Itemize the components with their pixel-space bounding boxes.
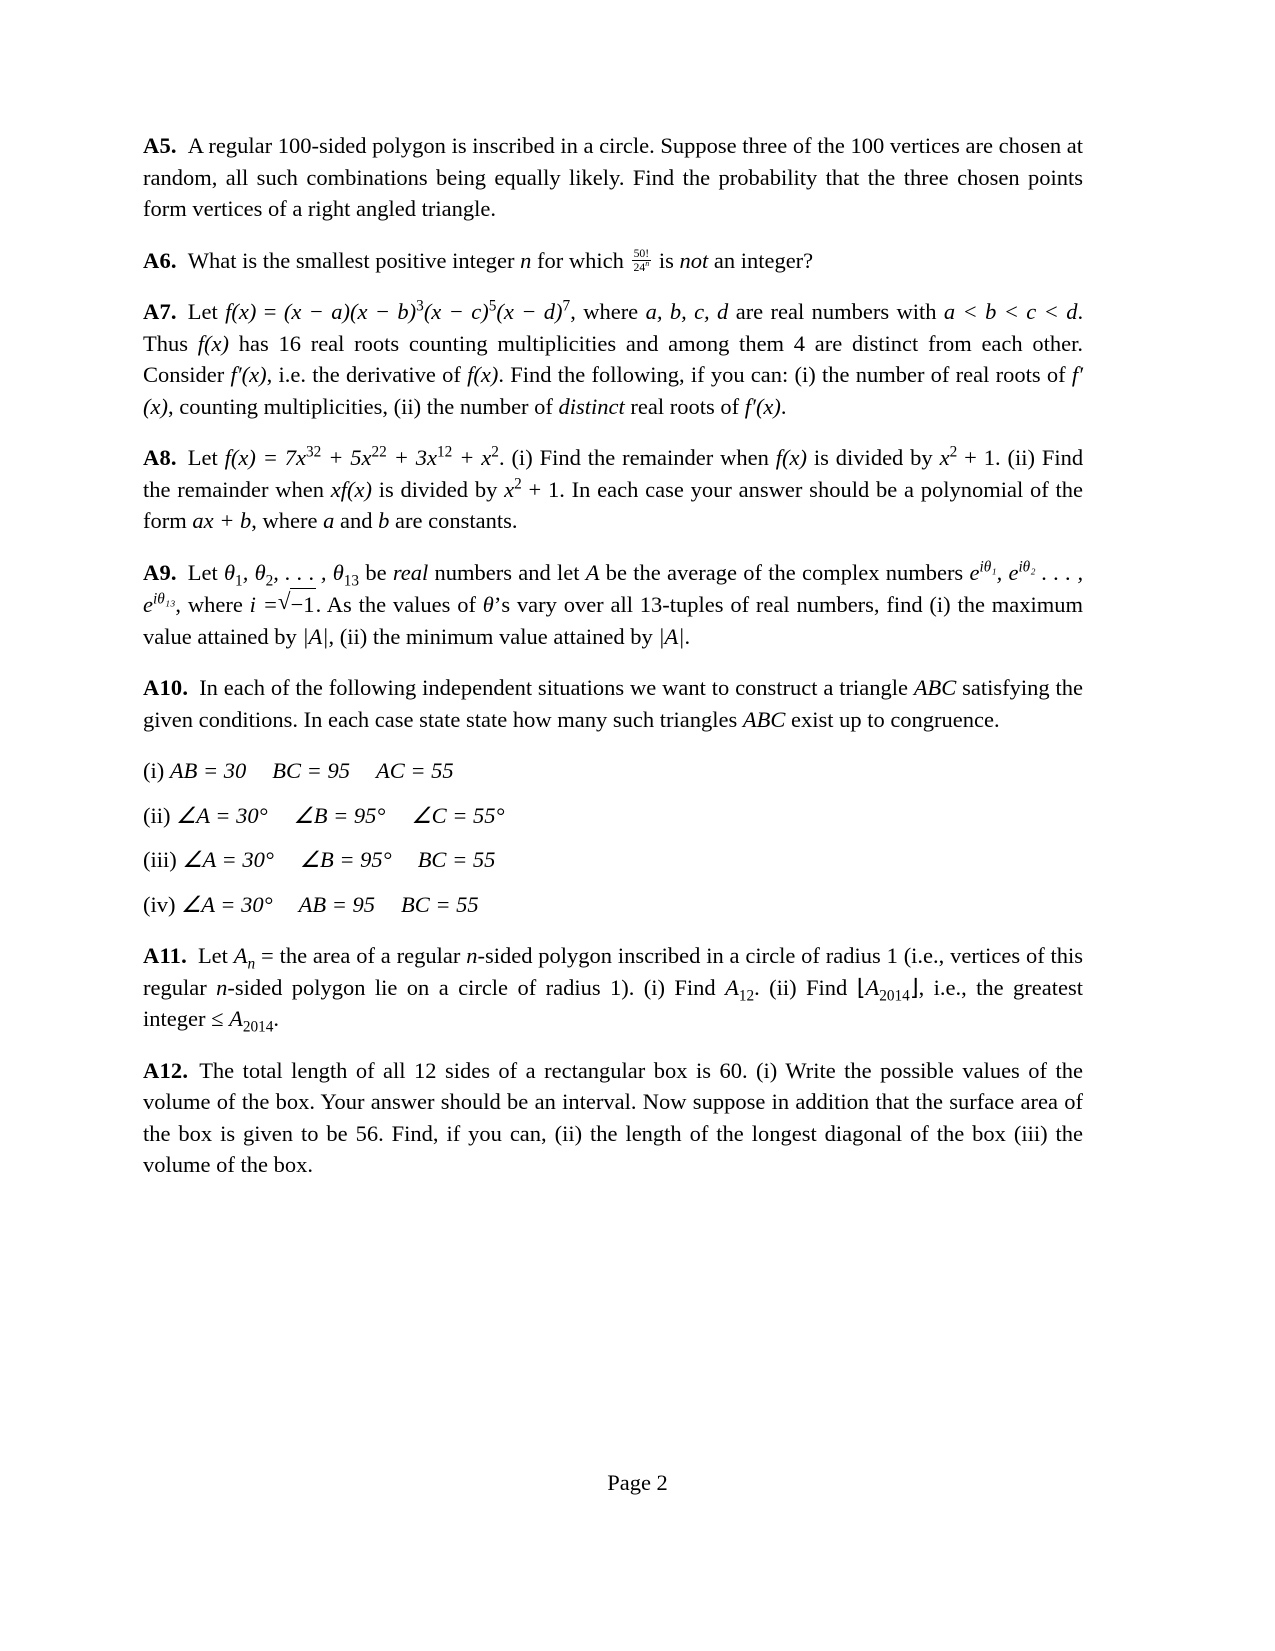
problem-A11-part3: -sided polygon inscribed in a circle of radius 1 (i.e., vertices of this regular [143,943,1084,1000]
problem-A10 [143,672,1083,735]
problem-A9-part8: , (ii) the minimum value attained by [328,623,653,649]
problem-A11-part5: . (ii) Find [754,974,848,1000]
problem-A11-An: A [233,943,248,968]
problem-A7-abcd: a, b, c, d [645,299,729,324]
problem-A10-part3: exist up to congruence. [790,706,1000,732]
problem-label-A12: A12. [143,1057,189,1083]
problem-label-A5: A5. [143,133,177,158]
problem-A6-part1: What is the smallest positive integer [187,247,515,273]
problem-A11-A2014b: A [229,1006,243,1031]
fraction-denominator [632,260,652,274]
item-i-part-3: AC = 55 [375,758,454,783]
item-iii-part-1: ∠A = 30° [182,847,274,872]
problem-A8-a: a [323,508,335,533]
problem-A9-sub1: 1 [235,572,243,589]
problem-A10-item-iv [143,889,1083,921]
problem-A9 [143,557,1083,653]
problem-A8-x2b-base: x [504,476,515,502]
problem-A8-part5: is divided by [378,476,498,502]
item-ii-part-2: ∠B = 95° [293,802,386,828]
problem-A11-A2014-sub: 2014 [879,987,910,1004]
problem-A7-part5: has 16 real roots counting multiplicities and among them 4 are distinct from each other. Consider [143,330,1084,387]
problem-A7-expr1: (x − a)(x − b) [283,299,417,324]
problem-A9-e2: , e [996,559,1019,585]
problem-A8-x2-exp: 2 [949,443,958,461]
item-ii-part-1: ∠A = 30° [176,802,268,828]
problem-A7 [143,296,1083,422]
problem-A8-e2: 2 [491,443,499,461]
problem-A11-A2014b-sub: 2014 [242,1018,274,1036]
problem-A7-part3: are real numbers with [735,299,937,324]
problem-A7-part8: , counting multiplicities, (ii) the number of [167,393,553,419]
problem-A7-part10: . [780,393,787,419]
problem-A8-fx2: f(x) [775,445,808,470]
problem-A5 [143,130,1083,225]
problem-text-A12: The total length of all 12 sides of a rectangular box is 60. (i) Write the possible values of the volume of the box. Your answer should be an interval. Now suppose in addition that the surface area of the box is given to be 56. Find, if you can, (ii) the length of the longest diagonal of the box (iii) the volume of the box. [143,1057,1083,1177]
item-iv-part-1: ∠A = 30° [181,891,273,917]
item-iv-part-2: AB = 95 [298,891,375,917]
problem-A11-A2014: A [865,974,880,1000]
problem-A7-part9: real roots of [630,393,740,419]
problem-A9-theta2: , θ [242,559,266,585]
problem-A9-part4: be the average of the complex numbers [605,559,964,585]
problem-A11-floor-close: ⌋ [909,974,919,1000]
problem-A7-eq: = [263,299,277,324]
problem-A9-part7: ’s vary over all 13-tuples of real numbers, find (i) the maximum value attained by [143,592,1084,649]
problem-A6 [143,245,1083,277]
problem-A10-item-i [143,755,1083,787]
problem-A11-part1: Let [197,943,228,968]
problem-A7-exp7: 7 [562,297,571,315]
problem-A9-sub13: 13 [343,572,360,589]
problem-A6-part2: for which [537,247,624,273]
problem-A9-theta1: θ [223,559,236,585]
problem-A8-and: and [340,508,373,533]
fraction-numerator: 50! [633,247,650,261]
fraction-denominator-exponent: n [645,259,650,269]
problem-A10-part1: In each of the following independent situations we want to construct a triangle [199,675,908,700]
problem-A8-part3: is divided by [813,445,933,470]
item-iv-part-3: BC = 55 [401,891,479,917]
problem-A9-absA1: |A| [302,623,329,649]
problem-A11-An-sub: n [247,955,256,973]
problem-A9-real: real [392,559,429,585]
problem-A8-e32: 32 [306,443,322,461]
problem-A9-sqrt-content: −1 [290,588,316,621]
problem-A9-part5: , where [175,592,243,617]
problem-A10-part2: satisfying the given conditions. In each case state state how many such triangles [143,675,1084,732]
problem-A8-x2b-rest: + 1 [528,476,560,502]
item-ii-part-3: ∠C = 55° [411,802,505,828]
item-marker-iv: (iv) [143,891,176,917]
problem-A11-floor-open: ⌊ [856,974,866,1000]
problem-A9-theta-s: θ [482,592,494,617]
problem-A9-part2: be [365,559,387,585]
problem-A9-sqrt [278,588,316,621]
page-footer: Page 2 [607,1470,668,1495]
problem-A9-e3-exp: iθ₁₃ [153,590,176,608]
problem-A7-expr2: (x − c) [423,299,489,324]
problem-label-A6: A6. [143,247,177,273]
item-iii-part-2: ∠B = 95° [299,847,392,872]
problem-A7-part6: , i.e. the derivative of [266,362,461,387]
problem-A8-m2: + 3x [393,445,438,470]
problem-A10-ABC2: ABC [742,706,786,732]
item-i-part-2: BC = 95 [272,758,350,783]
problem-A11-part7: . [273,1006,280,1031]
problem-A11-part2: = the area of a regular [261,943,461,968]
problem-A9-part9: . [684,623,691,649]
problem-A8-m1: + 5x [328,445,372,470]
problem-A7-part4: . Thus [143,299,1084,356]
problem-A8 [143,442,1083,537]
problem-A12 [143,1055,1083,1181]
problem-A9-e2-exp: iθ₂ [1018,558,1036,575]
problem-A8-part8: are constants. [395,508,518,533]
problem-A6-not: not [679,247,709,273]
problem-text-A5: A regular 100-sided polygon is inscribed in a circle. Suppose three of the 100 vertices are chosen at random, all such combinations being equally likely. Find the probability that the three chosen points form vertices of a right angled triangle. [143,133,1083,221]
problem-A11-n1: n [466,943,478,968]
problem-A9-absA2: |A| [658,623,685,649]
problem-A9-e1-exp: iθ₁ [979,558,997,575]
problem-A9-i-eq: i = [249,592,278,617]
problem-A9-part6: . As the values of [315,592,476,617]
problem-label-A8: A8. [143,445,177,470]
problem-A9-A: A [585,559,600,585]
problem-A7-inequality: a < b < c < d [943,299,1078,324]
problem-A9-theta13: , . . . , θ [273,559,344,585]
problem-A9-part3: numbers and let [434,559,580,585]
problem-A7-part2: , where [570,299,639,324]
problem-A8-x2-base: x [939,445,950,470]
problem-A9-sub2: 2 [265,572,274,589]
problem-A8-e12: 12 [437,443,453,461]
item-marker-iii: (iii) [143,847,177,872]
problem-A8-m3: + x [459,445,492,470]
problem-A11 [143,940,1083,1035]
problem-label-A7: A7. [143,299,177,324]
problem-A11-n2: n [216,974,228,1000]
item-iii-part-3: BC = 55 [417,847,496,872]
problem-A7-fx3: f(x) [467,362,499,387]
problem-A7-distinct: distinct [558,393,625,419]
problem-A7-expr3: (x − d) [496,299,563,324]
problem-A9-e3: . . . , e [143,559,1084,617]
problem-A9-e1: e [969,559,980,585]
page-content [143,130,1083,1181]
problem-A8-axb: ax + b [192,508,252,533]
problem-label-A11: A11. [143,943,187,968]
item-marker-ii: (ii) [143,802,171,828]
item-i-part-1: AB = 30 [169,758,247,783]
problem-A7-fprime1: f′(x) [230,362,267,387]
item-marker-i: (i) [143,758,165,783]
problem-A8-part7: , where [251,508,318,533]
problem-A11-part4: -sided polygon lie on a circle of radius 1). (i) Find [227,974,716,1000]
problem-A8-part4: . (ii) Find the remainder when [143,445,1084,502]
problem-A10-ABC1: ABC [913,675,957,700]
problem-A8-fx: f(x) = 7x [224,445,307,470]
problem-A11-A12-sub: 12 [738,987,755,1004]
problem-A8-xfx: xf(x) [330,476,372,502]
problem-A10-item-iii [143,844,1083,876]
problem-A9-part1: Let [187,559,218,585]
problem-A10-item-ii [143,800,1083,832]
problem-A8-e22: 22 [371,443,387,461]
problem-A7-part1: Let [187,299,218,324]
problem-A8-x2b-exp: 2 [514,475,522,492]
problem-A11-part6: , i.e., the greatest integer ≤ [143,974,1083,1031]
problem-A7-fprime2: f′(x) [143,362,1084,419]
problem-A7-exp3: 3 [416,297,424,315]
problem-A6-part4: an integer? [713,247,814,273]
problem-A11-A12: A [725,974,739,1000]
problem-A7-part7: . Find the following, if you can: (i) the number of real roots of [498,362,1066,387]
problem-label-A10: A10. [143,675,189,700]
problem-A6-fraction [632,247,652,274]
problem-A7-exp5: 5 [488,297,497,315]
problem-A8-x2-rest: + 1 [964,445,995,470]
problem-label-A9: A9. [143,559,177,585]
problem-A7-fx: f(x) [225,299,257,324]
problem-A6-var-n: n [520,247,532,273]
problem-A7-fx2: f(x) [197,330,229,356]
problem-A7-fprime3: f′(x) [744,393,781,419]
problem-A8-part1: Let [187,445,218,470]
problem-A6-part3: is [658,247,674,273]
fraction-denominator-base: 24 [633,261,646,275]
problem-A8-part2: . (i) Find the remainder when [498,445,769,470]
problem-A8-part6: . In each case your answer should be a polynomial of the form [143,476,1084,533]
problem-A8-b: b [378,508,390,533]
